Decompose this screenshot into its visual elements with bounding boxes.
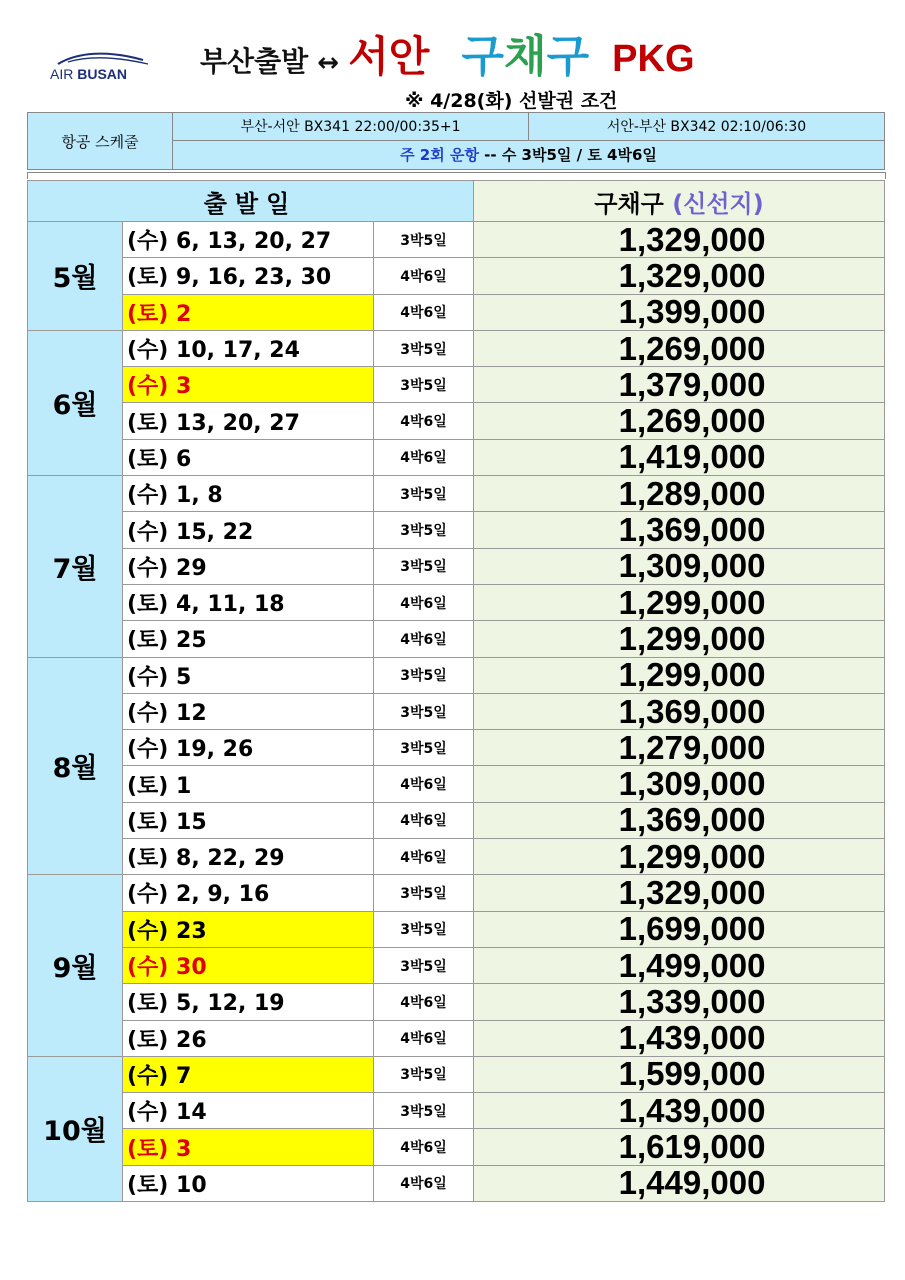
departure-dates: (토) 13, 20, 27	[123, 403, 374, 439]
trip-length: 3박5일	[374, 730, 474, 766]
trip-length: 3박5일	[374, 548, 474, 584]
table-row	[28, 1056, 885, 1092]
table-row	[28, 1129, 885, 1165]
table-row	[28, 367, 885, 403]
table-row	[28, 911, 885, 947]
table-row	[28, 403, 885, 439]
package-price: 1,339,000	[474, 984, 885, 1020]
package-price: 1,299,000	[474, 839, 885, 875]
package-price: 1,269,000	[474, 330, 885, 366]
schedule-outbound: 부산-서안 BX341 22:00/00:35+1	[173, 113, 529, 141]
table-row	[28, 258, 885, 294]
table-row	[28, 512, 885, 548]
package-price: 1,599,000	[474, 1056, 885, 1092]
departure-dates: (수) 10, 17, 24	[123, 330, 374, 366]
table-row	[28, 947, 885, 983]
table-row	[28, 476, 885, 512]
title-pkg: PKG	[612, 38, 695, 80]
package-price: 1,299,000	[474, 657, 885, 693]
table-row	[28, 621, 885, 657]
trip-length: 3박5일	[374, 875, 474, 911]
table-row	[28, 693, 885, 729]
departure-dates: (수) 14	[123, 1093, 374, 1129]
departure-dates: (수) 29	[123, 548, 374, 584]
title-region-1: 구	[461, 31, 505, 82]
package-price: 1,439,000	[474, 1020, 885, 1056]
package-price: 1,309,000	[474, 766, 885, 802]
package-price: 1,399,000	[474, 294, 885, 330]
subtitle: ※ 4/28(화) 선발권 조건	[405, 90, 618, 112]
departure-dates: (토) 6	[123, 439, 374, 475]
logo-busan: BUSAN	[77, 66, 128, 82]
trip-length: 4박6일	[374, 984, 474, 1020]
package-price: 1,369,000	[474, 512, 885, 548]
package-price: 1,269,000	[474, 403, 885, 439]
departure-dates: (수) 5	[123, 657, 374, 693]
flight-schedule-table	[27, 112, 885, 170]
table-row	[28, 1165, 885, 1201]
table-top-spacer	[27, 172, 886, 179]
trip-length: 3박5일	[374, 947, 474, 983]
package-price: 1,329,000	[474, 222, 885, 258]
trip-length: 4박6일	[374, 1165, 474, 1201]
trip-length: 3박5일	[374, 330, 474, 366]
header-destination	[474, 181, 885, 222]
departure-dates: (수) 3	[123, 367, 374, 403]
package-price: 1,369,000	[474, 802, 885, 838]
departure-dates: (수) 2, 9, 16	[123, 875, 374, 911]
month-label: 10월	[28, 1056, 123, 1201]
package-price: 1,299,000	[474, 621, 885, 657]
table-row	[28, 730, 885, 766]
trip-length: 3박5일	[374, 476, 474, 512]
table-row	[28, 584, 885, 620]
table-row	[28, 839, 885, 875]
trip-length: 4박6일	[374, 294, 474, 330]
departure-dates: (수) 1, 8	[123, 476, 374, 512]
page-title	[200, 20, 900, 80]
month-label: 9월	[28, 875, 123, 1056]
air-busan-logo	[48, 52, 158, 92]
departure-dates: (수) 7	[123, 1056, 374, 1092]
table-row	[28, 439, 885, 475]
departure-dates: (수) 19, 26	[123, 730, 374, 766]
month-label: 7월	[28, 476, 123, 657]
departure-dates: (토) 9, 16, 23, 30	[123, 258, 374, 294]
trip-length: 3박5일	[374, 367, 474, 403]
departure-dates: (토) 10	[123, 1165, 374, 1201]
trip-length: 3박5일	[374, 657, 474, 693]
table-row	[28, 766, 885, 802]
table-row	[28, 657, 885, 693]
header-departure-date: 출발일	[28, 181, 474, 222]
package-price: 1,419,000	[474, 439, 885, 475]
trip-length: 3박5일	[374, 1093, 474, 1129]
departure-dates: (수) 12	[123, 693, 374, 729]
schedule-label: 항공 스케줄	[28, 113, 173, 170]
departure-dates: (수) 30	[123, 947, 374, 983]
package-price: 1,309,000	[474, 548, 885, 584]
title-region-3: 구	[546, 31, 590, 82]
departure-dates: (토) 25	[123, 621, 374, 657]
month-label: 5월	[28, 222, 123, 331]
frequency-highlight: 주 2회 운항	[400, 146, 479, 165]
departure-dates: (토) 5, 12, 19	[123, 984, 374, 1020]
trip-length: 4박6일	[374, 802, 474, 838]
table-row	[28, 802, 885, 838]
package-price: 1,699,000	[474, 911, 885, 947]
departure-dates: (토) 8, 22, 29	[123, 839, 374, 875]
price-table	[27, 180, 885, 1202]
title-arrow: ↔	[317, 48, 340, 78]
wing-icon	[48, 48, 158, 68]
package-price: 1,449,000	[474, 1165, 885, 1201]
departure-dates: (수) 6, 13, 20, 27	[123, 222, 374, 258]
table-row	[28, 330, 885, 366]
departure-dates: (토) 4, 11, 18	[123, 584, 374, 620]
package-price: 1,329,000	[474, 875, 885, 911]
departure-dates: (토) 1	[123, 766, 374, 802]
trip-length: 4박6일	[374, 1129, 474, 1165]
departure-dates: (수) 15, 22	[123, 512, 374, 548]
title-region-2: 채	[504, 31, 547, 82]
table-row	[28, 294, 885, 330]
trip-length: 3박5일	[374, 222, 474, 258]
logo-text	[50, 66, 127, 82]
title-departure: 부산출발	[200, 45, 309, 78]
package-price: 1,299,000	[474, 584, 885, 620]
month-label: 6월	[28, 330, 123, 475]
departure-dates: (토) 2	[123, 294, 374, 330]
package-price: 1,329,000	[474, 258, 885, 294]
table-row	[28, 875, 885, 911]
departure-dates: (토) 26	[123, 1020, 374, 1056]
departure-dates: (수) 23	[123, 911, 374, 947]
trip-length: 4박6일	[374, 766, 474, 802]
departure-dates: (토) 3	[123, 1129, 374, 1165]
package-price: 1,289,000	[474, 476, 885, 512]
trip-length: 4박6일	[374, 403, 474, 439]
departure-dates: (토) 15	[123, 802, 374, 838]
frequency-rest: -- 수 3박5일 / 토 4박6일	[478, 146, 657, 165]
trip-length: 4박6일	[374, 439, 474, 475]
table-row	[28, 1020, 885, 1056]
package-price: 1,279,000	[474, 730, 885, 766]
schedule-inbound: 서안-부산 BX342 02:10/06:30	[529, 113, 885, 141]
table-row	[28, 1093, 885, 1129]
header-destination-sub: (신선지)	[672, 189, 764, 218]
package-price: 1,499,000	[474, 947, 885, 983]
trip-length: 4박6일	[374, 258, 474, 294]
trip-length: 4박6일	[374, 839, 474, 875]
month-label: 8월	[28, 657, 123, 875]
package-price: 1,379,000	[474, 367, 885, 403]
table-row	[28, 548, 885, 584]
package-price: 1,369,000	[474, 693, 885, 729]
trip-length: 3박5일	[374, 1056, 474, 1092]
package-price: 1,619,000	[474, 1129, 885, 1165]
title-city: 서안	[348, 32, 430, 81]
trip-length: 4박6일	[374, 621, 474, 657]
trip-length: 3박5일	[374, 911, 474, 947]
schedule-frequency	[173, 140, 885, 169]
trip-length: 4박6일	[374, 1020, 474, 1056]
header-destination-name: 구채구	[594, 189, 664, 218]
trip-length: 3박5일	[374, 693, 474, 729]
trip-length: 4박6일	[374, 584, 474, 620]
package-price: 1,439,000	[474, 1093, 885, 1129]
table-row	[28, 222, 885, 258]
logo-air: AIR	[50, 66, 74, 82]
table-row	[28, 984, 885, 1020]
trip-length: 3박5일	[374, 512, 474, 548]
